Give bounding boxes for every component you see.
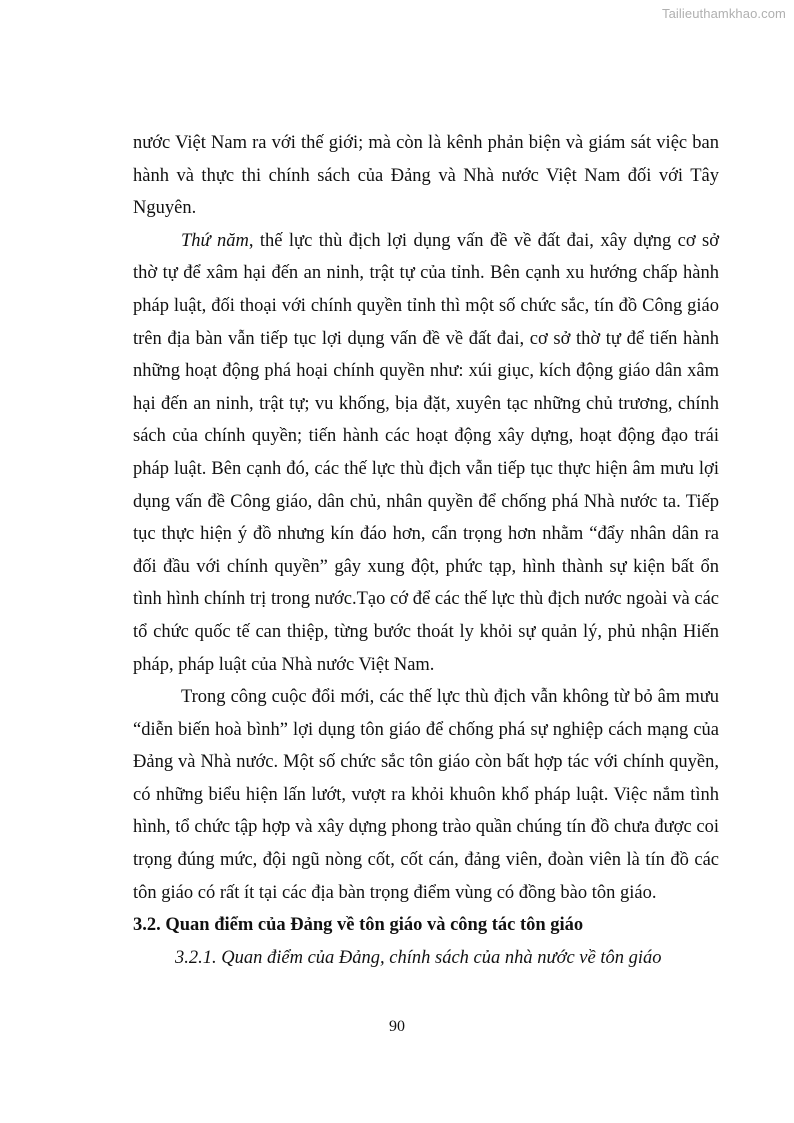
subsection-heading: 3.2.1. Quan điểm của Đảng, chính sách của nhà nước về tôn giáo [175, 947, 662, 968]
section-heading: 3.2. Quan điểm của Đảng về tôn giáo và công tác tôn giáo [133, 915, 584, 936]
paragraph-lead-italic: Thứ năm [181, 230, 249, 251]
watermark-text: Tailieuthamkhao.com [661, 6, 786, 21]
paragraph-body: , thế lực thù địch lợi dụng vấn đề về đất đai, xây dựng cơ sở thờ tự để xâm hại đến an ninh, trật tự của tỉnh. Bên cạnh xu hướng chấp hành pháp luật, đối thoại với chính quyền tỉnh thì một số chức sắc, tín đồ Công giáo trên địa bàn vẫn tiếp tục lợi dụng vấn đề về đất đai, cơ sở thờ tự để tiến hành những hoạt động phá hoại chính quyền như: xúi giục, kích động giáo dân xâm hại đến an ninh, trật tự; vu khống, bịa đặt, xuyên tạc những chủ trương, chính sách của chính quyền; tiến hành các hoạt động xây dựng, hoạt động đạo trái pháp luật. Bên cạnh đó, các thế lực thù địch vẫn tiếp tục thực hiện âm mưu lợi dụng vấn đề Công giáo, dân chủ, nhân quyền để chống phá Nhà nước ta. Tiếp tục thực hiện ý đồ nhưng kín đáo hơn, cẩn trọng hơn nhằm “đẩy nhân dân ra đối đầu với chính quyền” gây xung đột, phức tạp, hình thành sự kiện bất ổn tình hình chính trị trong nước.Tạo cớ để các thế lực thù địch nước ngoài và các tổ chức quốc tế can thiệp, từng bước thoát ly khỏi sự quản lý, phủ nhận Hiến pháp, pháp luật của Nhà nước Việt Nam. [133, 230, 719, 675]
paragraph-thu-nam [133, 225, 719, 681]
paragraph-doi-moi: Trong công cuộc đổi mới, các thế lực thù địch vẫn không từ bỏ âm mưu “diễn biến hoà bình” lợi dụng tôn giáo để chống phá sự nghiệp cách mạng của Đảng và Nhà nước. Một số chức sắc tôn giáo còn bất hợp tác với chính quyền, có những biểu hiện lấn lướt, vượt ra khỏi khuôn khổ pháp luật. Việc nắm tình hình, tổ chức tập hợp và xây dựng phong trào quần chúng tín đồ chưa được coi trọng đúng mức, đội ngũ nòng cốt, cốt cán, đảng viên, đoàn viên là tín đồ các tôn giáo có rất ít tại các địa bàn trọng điểm vùng có đồng bào tôn giáo. [133, 687, 719, 903]
document-body [133, 127, 719, 974]
page-number: 90 [389, 1018, 405, 1035]
paragraph-continuation: nước Việt Nam ra với thế giới; mà còn là kênh phản biện và giám sát việc ban hành và thực thi chính sách của Đảng và Nhà nước Việt Nam đối với Tây Nguyên. [133, 133, 719, 219]
